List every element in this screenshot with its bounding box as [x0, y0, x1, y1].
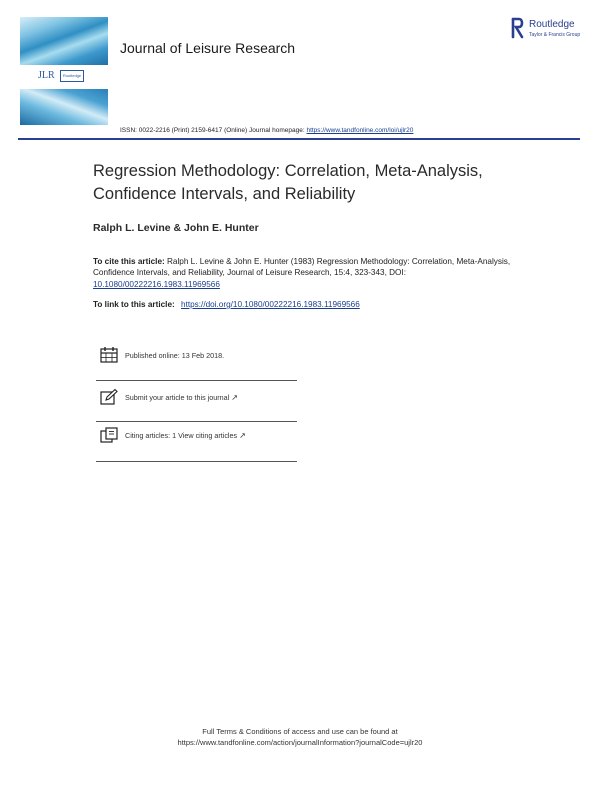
- journal-title: Journal of Leisure Research: [120, 40, 296, 56]
- article-link-row: [93, 300, 360, 309]
- external-link-icon: ↗: [231, 393, 238, 402]
- routledge-r-icon: [511, 17, 525, 39]
- info-divider: [96, 380, 297, 381]
- link-label: To link to this article:: [93, 300, 175, 309]
- footer-terms-text: Full Terms & Conditions of access and use can be found at: [202, 727, 398, 736]
- journal-homepage-link[interactable]: https://www.tandfonline.com/loi/ujlr20: [306, 127, 414, 134]
- citation-block: [93, 256, 513, 290]
- cover-publisher-box: Routledge: [60, 70, 84, 82]
- publisher-name: Routledge: [529, 19, 575, 30]
- published-online-text: Published online: 13 Feb 2018.: [125, 351, 225, 360]
- issn-line: [120, 127, 413, 134]
- submit-article-row[interactable]: [96, 389, 297, 429]
- publisher-subtitle: Taylor & Francis Group: [529, 32, 581, 38]
- article-authors: Ralph L. Levine & John E. Hunter: [93, 222, 259, 234]
- header-divider: [18, 138, 580, 140]
- info-divider: [96, 461, 297, 462]
- citation-doi-link[interactable]: 10.1080/00222216.1983.11969566: [93, 279, 220, 289]
- published-online-row: [96, 347, 297, 387]
- info-divider: [96, 421, 297, 422]
- article-doi-link[interactable]: https://doi.org/10.1080/00222216.1983.11969566: [181, 300, 360, 309]
- external-link-icon: ↗: [239, 431, 246, 440]
- journal-cover-thumbnail: [20, 17, 108, 125]
- footer-terms-link[interactable]: https://www.tandfonline.com/action/journalInformation?journalCode=ujlr20: [177, 738, 423, 747]
- article-title: Regression Methodology: Correlation, Meta-Analysis, Confidence Intervals, and Reliability: [93, 162, 483, 203]
- edit-icon: [100, 389, 118, 405]
- cover-wave-image-top: [20, 17, 108, 65]
- cover-jlr-logo: JLR: [38, 70, 55, 81]
- citing-articles-link[interactable]: Citing articles: 1 View citing articles: [125, 431, 238, 440]
- calendar-icon: [100, 347, 118, 363]
- citing-articles-icon: [100, 427, 118, 443]
- citation-text: Ralph L. Levine & John E. Hunter (1983) Regression Methodology: Correlation, Meta-Analysis, Confidence Intervals, and Reliability, Journal of Leisure Research, 15:4, 323-343, DOI:: [93, 257, 511, 278]
- submit-article-link[interactable]: Submit your article to this journal: [125, 393, 230, 402]
- cover-wave-image-bottom: [20, 89, 108, 125]
- issn-text: ISSN: 0022-2216 (Print) 2159-6417 (Online) Journal homepage:: [120, 127, 305, 134]
- citation-label: To cite this article:: [93, 257, 165, 266]
